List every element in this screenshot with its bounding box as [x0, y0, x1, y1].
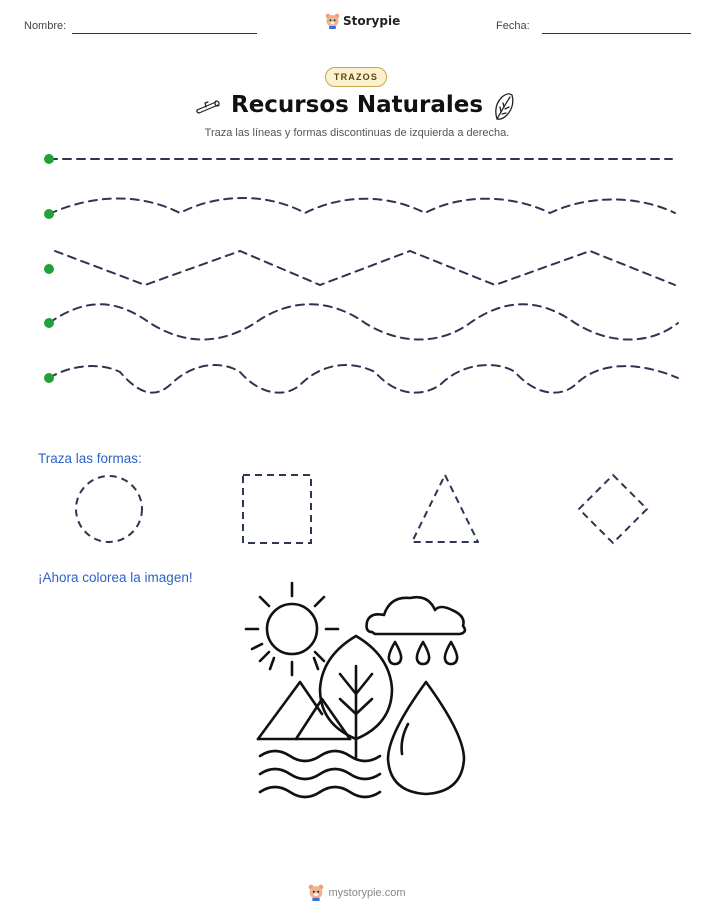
start-dot [44, 209, 54, 219]
footer-url[interactable]: mystorypie.com [328, 886, 406, 899]
start-dot [44, 154, 54, 164]
bear-mascot-icon [325, 13, 340, 29]
trace-circle [72, 472, 146, 546]
name-field-line[interactable] [72, 33, 257, 34]
date-field-line[interactable] [542, 33, 691, 34]
leaf-icon [493, 92, 515, 122]
instructions: Traza las líneas y formas discontinuas de izquierda a derecha. [204, 127, 510, 139]
cloud-icon [367, 597, 465, 634]
start-dot [44, 264, 54, 274]
trace-diamond [576, 472, 650, 546]
sun-icon [246, 583, 338, 675]
trace-lines [0, 140, 714, 410]
brand-logo [325, 13, 400, 29]
mountains-icon [258, 682, 350, 739]
trace-line-zigzag [55, 251, 675, 285]
waves-icon [260, 751, 380, 797]
trace-line-wave [49, 304, 678, 339]
category-badge: TRAZOS [325, 67, 387, 87]
name-label: Nombre: [24, 20, 67, 32]
water-drop-icon [388, 682, 464, 794]
shapes-section-label: Traza las formas: [38, 451, 142, 466]
bear-mascot-icon [308, 884, 324, 901]
date-label: Fecha: [496, 20, 530, 32]
coloring-section-label: ¡Ahora colorea la imagen! [38, 570, 193, 585]
page-title: Recursos Naturales [230, 92, 484, 118]
start-dot [44, 318, 54, 328]
coloring-image [240, 574, 480, 804]
raindrops-icon [389, 642, 457, 664]
trace-line-gentle-wave [49, 198, 675, 214]
trace-square [240, 472, 314, 546]
trace-triangle [408, 472, 482, 546]
footer [0, 884, 714, 901]
leaf-tree-icon [320, 636, 392, 759]
start-dot [44, 373, 54, 383]
brand-name: Storypie [343, 14, 401, 28]
trace-line-bumpy-wave [49, 365, 678, 393]
